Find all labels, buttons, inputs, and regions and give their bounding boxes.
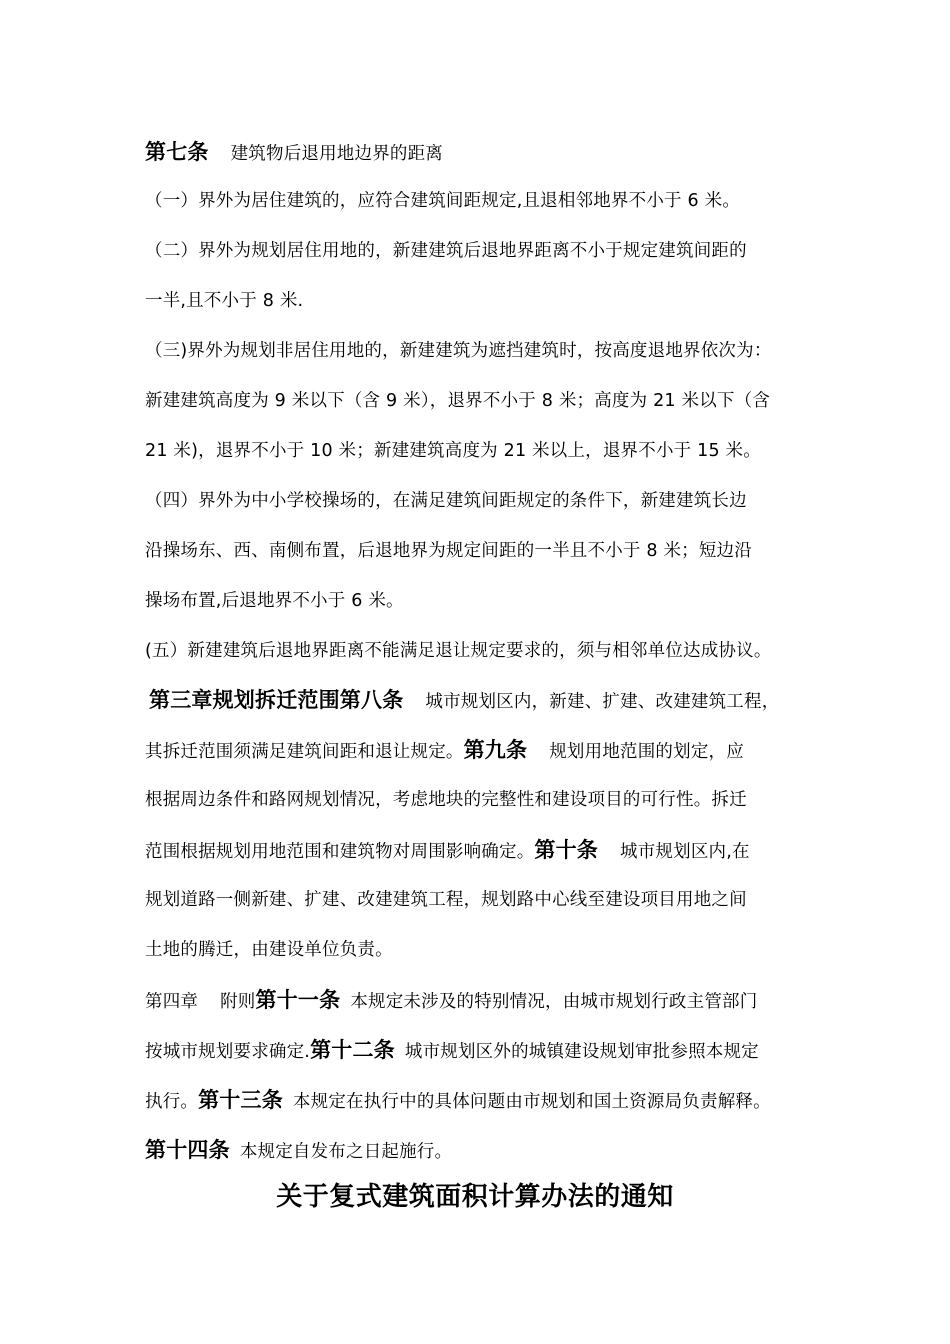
chapter3-line4 <box>145 838 825 864</box>
chapter4-line1 <box>145 988 825 1014</box>
article13-text: 本规定在执行中的具体问题由市规划和国土资源局负责解释。 <box>292 1092 771 1112</box>
chapter4-line3 <box>145 1088 825 1114</box>
chapter3-line2-text: 其拆迁范围须满足建筑间距和退让规定。 <box>145 742 464 762</box>
chapter3-line1-text: 城市规划区内，新建、扩建、改建建筑工程， <box>425 692 780 712</box>
article7-item1: （一）界外为居住建筑的，应符合建筑间距规定,且退相邻地界不小于 6 米。 <box>145 191 741 211</box>
article10-text: 城市规划区内,在 <box>620 842 750 862</box>
article7-item3-line2: 新建建筑高度为 9 米以下（含 9 米），退界不小于 8 米；高度为 21 米以下（含 <box>145 391 771 411</box>
article7-heading-line <box>145 140 825 166</box>
chapter4-line2 <box>145 1038 825 1064</box>
chapter4-sub: 附则 <box>220 992 256 1012</box>
article7-item2-line2: 一半,且不小于 8 米. <box>145 291 304 311</box>
chapter3-heading: 第三章规划拆迁范围第八条 <box>149 688 404 712</box>
chapter3-line6: 土地的腾迁，由建设单位负责。 <box>145 940 393 960</box>
chapter4-line3-text: 执行。 <box>145 1092 199 1112</box>
chapter4-line2-text: 按城市规划要求确定. <box>145 1042 311 1062</box>
article12-text: 城市规划区外的城镇建设规划审批参照本规定 <box>404 1042 759 1062</box>
chapter3-line3: 根据周边条件和路网规划情况，考虑地块的完整性和建设项目的可行性。拆迁 <box>145 790 747 810</box>
article9-text: 规划用地范围的划定，应 <box>549 742 744 762</box>
article7-item4-line1: （四）界外为中小学校操场的，在满足建筑间距规定的条件下，新建建筑长边 <box>145 491 747 511</box>
article13-heading: 第十三条 <box>198 1088 283 1112</box>
chapter3-line5: 规划道路一侧新建、扩建、改建建筑工程，规划路中心线至建设项目用地之间 <box>145 890 747 910</box>
article11-text: 本规定未涉及的特别情况，由城市规划行政主管部门 <box>350 992 758 1012</box>
chapter4-line4 <box>145 1138 825 1164</box>
article7-item5: (五）新建建筑后退地界距离不能满足退让规定要求的，须与相邻单位达成协议。 <box>145 641 772 661</box>
chapter3-line4-text: 范围根据规划用地范围和建筑物对周围影响确定。 <box>145 842 535 862</box>
article9-heading: 第九条 <box>463 738 528 762</box>
article7-item3-line1: （三)界外为规划非居住用地的，新建建筑为遮挡建筑时，按高度退地界依次为： <box>145 341 772 361</box>
article7-item4-line3: 操场布置,后退地界不小于 6 米。 <box>145 591 404 611</box>
article7-item4-line2: 沿操场东、西、南侧布置，后退地界为规定间距的一半且不小于 8 米；短边沿 <box>145 541 752 561</box>
article12-heading: 第十二条 <box>310 1038 395 1062</box>
article7-title: 建筑物后退用地边界的距离 <box>230 144 444 164</box>
article7-item2-line1: （二）界外为规划居住用地的，新建建筑后退地界距离不小于规定建筑间距的 <box>145 241 747 261</box>
notice-title: 关于复式建筑面积计算办法的通知 <box>276 1182 674 1212</box>
article7-heading: 第七条 <box>145 140 209 164</box>
article14-text: 本规定自发布之日起施行。 <box>239 1142 453 1162</box>
article14-heading: 第十四条 <box>145 1138 230 1162</box>
chapter3-line2 <box>145 738 825 764</box>
article7-item3-line3: 21 米)，退界不小于 10 米；新建建筑高度为 21 米以上，退界不小于 15 米。 <box>145 441 761 461</box>
chapter4-heading: 第四章 <box>145 992 199 1012</box>
article10-heading: 第十条 <box>534 838 599 862</box>
chapter3-line1 <box>149 688 829 714</box>
article11-heading: 第十一条 <box>255 988 341 1012</box>
